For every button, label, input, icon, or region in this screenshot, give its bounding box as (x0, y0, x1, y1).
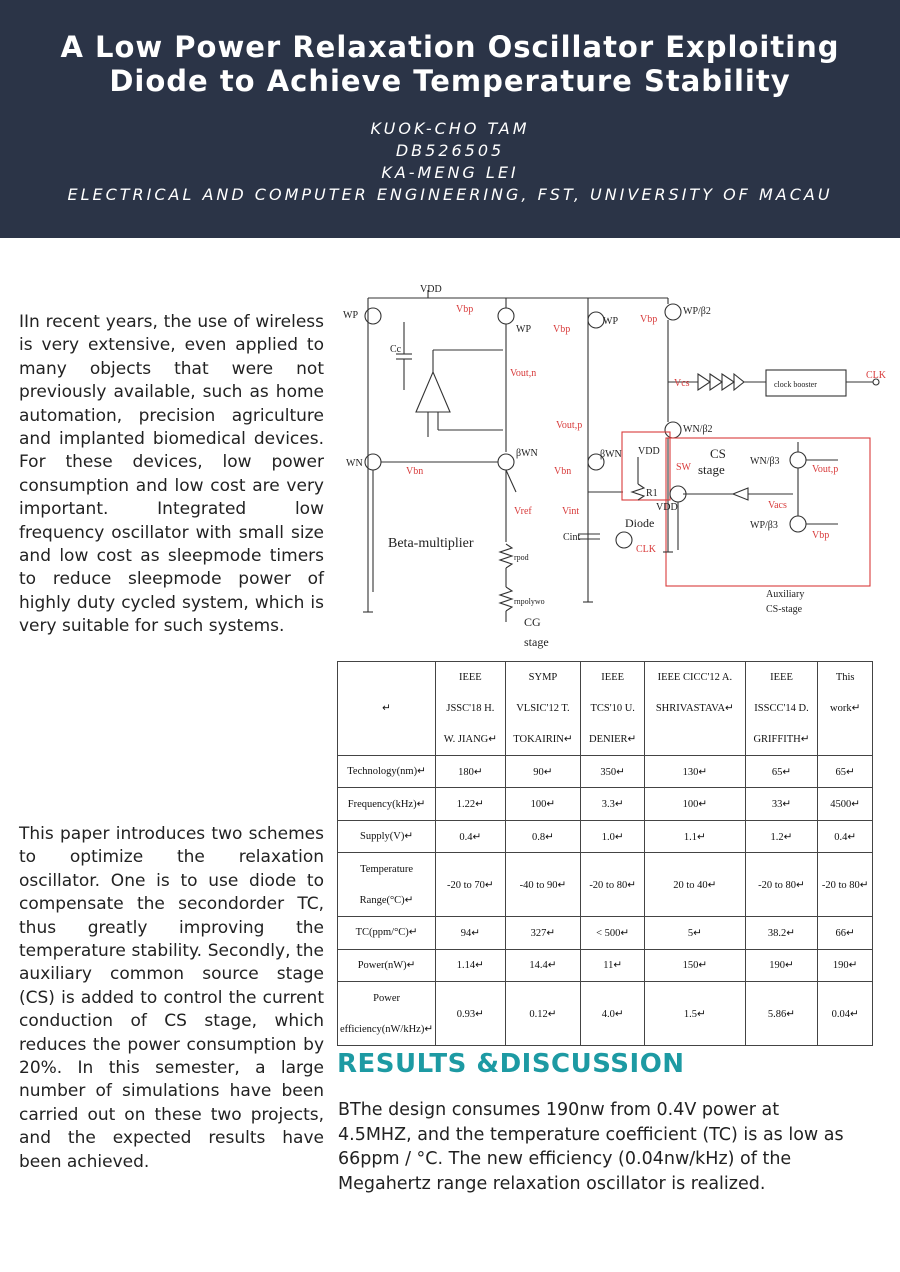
auxiliary-label: Auxiliary (766, 589, 805, 600)
row-label: Power efficiency(nW/kHz)↵ (338, 982, 436, 1046)
wp-label: WP (603, 316, 618, 327)
table-cell: 20 to 40↵ (645, 853, 746, 917)
vdd-label: VDD (638, 446, 660, 457)
table-header-cell: IEEE JSSC'18 H. W. JIANG↵ (436, 662, 505, 756)
table-cell: 0.8↵ (505, 820, 581, 852)
results-heading: RESULTS &DISCUSSION (337, 1049, 685, 1079)
table-cell: 3.3↵ (581, 788, 645, 820)
cg-stage-label: stage (524, 635, 549, 649)
table-cell: 4500↵ (818, 788, 873, 820)
table-cell: 1.14↵ (436, 949, 505, 981)
table-header-cell: IEEE TCS'10 U. DENIER↵ (581, 662, 645, 756)
sw-label: SW (676, 462, 691, 473)
table-cell: 0.12↵ (505, 982, 581, 1046)
results-paragraph: BThe design consumes 190nw from 0.4V power at 4.5MHZ, and the temperature coefficient (TC) is as low as 66ppm / °C. The new efficiency (0.04nw/kHz) of the Megahertz range relaxation oscillator is realized. (338, 1100, 844, 1194)
table-header-cell: ↵ (338, 662, 436, 756)
table-cell: 0.04↵ (818, 982, 873, 1046)
vout-p-label: Vout,p (812, 464, 839, 475)
table-cell: 5.86↵ (745, 982, 818, 1046)
vdd-label: VDD (656, 502, 678, 513)
table-row (338, 917, 873, 949)
cint-label: Cint (563, 532, 581, 543)
table-cell: -20 to 80↵ (581, 853, 645, 917)
vbn-label: Vbn (554, 466, 572, 477)
vout-p-label: Vout,p (556, 420, 583, 431)
wn-label: WN (346, 458, 363, 469)
table-cell: 180↵ (436, 756, 505, 788)
cs-stage-label: CS (710, 446, 726, 461)
table-cell: 65↵ (745, 756, 818, 788)
comparison-table (337, 661, 873, 1046)
vbp-label: Vbp (456, 304, 474, 315)
table-cell: 5↵ (645, 917, 746, 949)
table-cell: 100↵ (505, 788, 581, 820)
table-cell: -20 to 70↵ (436, 853, 505, 917)
table-cell: 327↵ (505, 917, 581, 949)
table-cell: 66↵ (818, 917, 873, 949)
table-cell: 1.0↵ (581, 820, 645, 852)
rnpolywo-label: rnpolywo (514, 597, 545, 606)
table-cell: -20 to 80↵ (818, 853, 873, 917)
table-header-cell: IEEE ISSCC'14 D. GRIFFITH↵ (745, 662, 818, 756)
vbp-label: Vbp (553, 324, 571, 335)
table-cell: 0.4↵ (818, 820, 873, 852)
table-cell: -40 to 90↵ (505, 853, 581, 917)
vint-label: Vint (562, 506, 580, 517)
vacs-label: Vacs (768, 500, 787, 511)
intro-paragraph: IIn recent years, the use of wireless is very extensive, even applied to many objects that were not previously available, such as home automation, precision agriculture and implanted biomedical devices. For these devices, low power consumption and low cost are very important. Integrated low frequency oscillator with small size and low cost as sleepmode timers to reduce sleepmode power of highly duty cycled system, which is very suitable for such systems. (19, 312, 324, 637)
table-row (338, 756, 873, 788)
diode-label: Diode (625, 516, 655, 530)
row-label: Supply(V)↵ (338, 820, 436, 852)
beta-wn-label: βWN (516, 448, 538, 459)
beta-multiplier-label: Beta-multiplier (388, 536, 474, 551)
cg-stage-label: CG (524, 615, 541, 629)
row-label: Power(nW)↵ (338, 949, 436, 981)
auxiliary-label: CS-stage (766, 604, 803, 615)
table-cell: 94↵ (436, 917, 505, 949)
author-name: KA-MENG LEI (381, 163, 519, 182)
rpod-label: rpod (514, 553, 529, 562)
r1-label: R1 (646, 488, 658, 499)
poster-title: A Low Power Relaxation Oscillator Exploiting Diode to Achieve Temperature Stability (60, 30, 840, 98)
table-cell: 33↵ (745, 788, 818, 820)
table-row (338, 949, 873, 981)
vbp-label: Vbp (812, 530, 830, 541)
affiliation: ELECTRICAL AND COMPUTER ENGINEERING, FST, UNIVERSITY OF MACAU (67, 185, 833, 204)
row-label: TC(ppm/°C)↵ (338, 917, 436, 949)
table-cell: 190↵ (818, 949, 873, 981)
table-cell: 130↵ (645, 756, 746, 788)
author-block (30, 118, 870, 206)
table-cell: -20 to 80↵ (745, 853, 818, 917)
table-row (338, 982, 873, 1046)
student-id: DB526505 (395, 141, 505, 160)
table-row (338, 853, 873, 917)
table-cell: 1.1↵ (645, 820, 746, 852)
table-cell: 350↵ (581, 756, 645, 788)
wn-beta3-label: WN/β3 (750, 456, 780, 467)
table-cell: 1.5↵ (645, 982, 746, 1046)
table-cell: 38.2↵ (745, 917, 818, 949)
clock-booster-label: clock booster (774, 380, 817, 389)
table-cell: 90↵ (505, 756, 581, 788)
author-name: KUOK-CHO TAM (370, 119, 530, 138)
table-cell: 1.2↵ (745, 820, 818, 852)
circuit-schematic (338, 282, 898, 654)
table-cell: 14.4↵ (505, 949, 581, 981)
row-label: Frequency(kHz)↵ (338, 788, 436, 820)
clk-label: CLK (866, 370, 886, 381)
table-cell: < 500↵ (581, 917, 645, 949)
vref-label: Vref (514, 506, 532, 517)
vcs-label: Vcs (674, 378, 690, 389)
table-cell: 11↵ (581, 949, 645, 981)
poster-header (0, 0, 900, 238)
vbn-label: Vbn (406, 466, 424, 477)
row-label: Technology(nm)↵ (338, 756, 436, 788)
beta-wn-label: βWN (600, 449, 622, 460)
wp-beta2-label: WP/β2 (683, 306, 711, 317)
table-cell: 1.22↵ (436, 788, 505, 820)
table-header-cell: This work↵ (818, 662, 873, 756)
table-cell: 0.4↵ (436, 820, 505, 852)
scheme-paragraph: This paper introduces two schemes to optimize the relaxation oscillator. One is to use diode to compensate the secondorder TC, thus greatly improving the temperature stability. Secondly, the auxiliary common source stage (CS) is added to control the current conduction of CS stage, which reduces the power consumption by 20%. In this semester, a large number of simulations have been carried out on these two projects, and the expected results have been achieved. (19, 824, 324, 1172)
wp-label: WP (343, 310, 358, 321)
wp-label: WP (516, 324, 531, 335)
vdd-label: VDD (420, 284, 442, 295)
table-cell: 150↵ (645, 949, 746, 981)
wn-beta2-label: WN/β2 (683, 424, 713, 435)
table-cell: 65↵ (818, 756, 873, 788)
table-row (338, 820, 873, 852)
cs-stage-label: stage (698, 462, 725, 477)
table-header-cell: SYMP VLSIC'12 T. TOKAIRIN↵ (505, 662, 581, 756)
table-cell: 0.93↵ (436, 982, 505, 1046)
table-cell: 4.0↵ (581, 982, 645, 1046)
table-cell: 100↵ (645, 788, 746, 820)
table-row (338, 788, 873, 820)
vout-n-label: Vout,n (510, 368, 537, 379)
table-header-row (338, 662, 873, 756)
row-label: Temperature Range(°C)↵ (338, 853, 436, 917)
clk-label: CLK (636, 544, 656, 555)
table-cell: 190↵ (745, 949, 818, 981)
cc-label: Cc (390, 344, 402, 355)
wp-beta3-label: WP/β3 (750, 520, 778, 531)
table-header-cell: IEEE CICC'12 A. SHRIVASTAVA↵ (645, 662, 746, 756)
vbp-label: Vbp (640, 314, 658, 325)
